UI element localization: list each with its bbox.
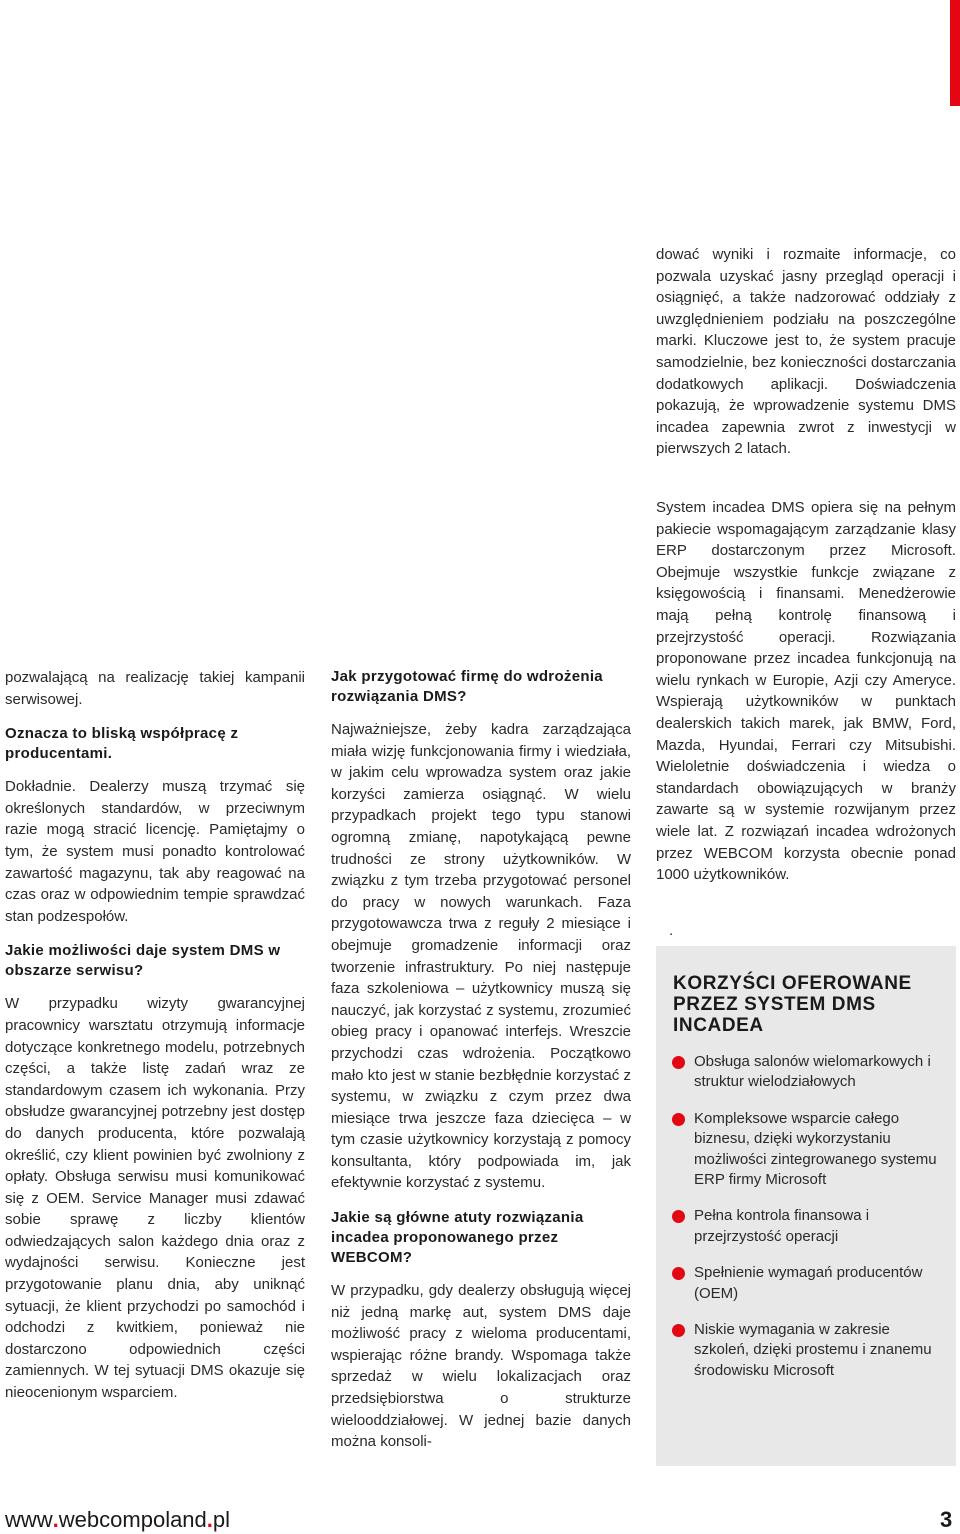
benefits-list bbox=[672, 1052, 942, 1397]
red-edge-bar bbox=[950, 0, 960, 106]
bullet-dot-icon bbox=[672, 1056, 685, 1069]
paragraph: Dokładnie. Dealerzy muszą trzymać się określonych standardów, w przeciwnym razie mogą stracić licencję. Pamiętajmy o tym, że system musi ponadto kontrolować zawartość magazynu, tak aby reagować na czas oraz w odpowiednim tempie sprawdzać stan podzespołów. bbox=[5, 778, 305, 925]
url-dot: . bbox=[52, 1507, 59, 1532]
paragraph: pozwalającą na realizację takiej kampanii serwisowej. bbox=[5, 669, 305, 708]
column-right-top bbox=[656, 244, 956, 460]
benefits-title: KORZYŚCI OFEROWANE PRZEZ SYSTEM DMS INCADEA bbox=[673, 973, 912, 1036]
list-item bbox=[672, 1206, 942, 1247]
column-middle bbox=[331, 667, 631, 1453]
list-item-text: Pełna kontrola finansowa i przejrzystość operacji bbox=[694, 1207, 870, 1245]
section-heading: Jakie możliwości daje system DMS w obszarze serwisu? bbox=[5, 942, 281, 980]
section-heading: Jakie są główne atuty rozwiązania incadea proponowanego przez WEBCOM? bbox=[331, 1209, 584, 1267]
paragraph: W przypadku, gdy dealerzy obsługują więcej niż jedną markę aut, system DMS daje możliwość pracy z wieloma producentami, wspierając różne brandy. Wspomaga także sprzedaż w wielu lokalizacjach oraz przedsiębiorstwa o strukturze wielooddziałowej. W jednej bazie danych można konsoli- bbox=[331, 1282, 631, 1451]
paragraph: dować wyniki i rozmaite informacje, co pozwala uzyskać jasny przegląd operacji i osiągnięć, a także nadzorować oddziały z uwzględnieniem podziału na poszczególne marki. Kluczowe jest to, że system pracuje samodzielnie, bez konieczności dostarczania dodatkowych aplikacji. Doświadczenia pokazują, że wprowadzenie systemu DMS incadea zapewnia zwrot z inwestycji w pierwszych 2 latach. bbox=[656, 246, 956, 458]
list-item bbox=[672, 1109, 942, 1191]
benefits-box bbox=[656, 946, 956, 1466]
bullet-dot-icon bbox=[672, 1210, 685, 1223]
column-left bbox=[5, 667, 305, 1404]
url-dot: . bbox=[206, 1507, 213, 1532]
url-part: www bbox=[5, 1507, 53, 1532]
list-item-text: Obsługa salonów wielomarkowych i struktur wielodziałowych bbox=[694, 1053, 931, 1091]
column-right-middle bbox=[656, 497, 956, 886]
section-heading: Jak przygotować firmę do wdrożenia rozwiązania DMS? bbox=[331, 668, 603, 705]
list-item bbox=[672, 1052, 942, 1093]
bullet-dot-icon bbox=[672, 1113, 685, 1126]
bullet-dot-icon bbox=[672, 1267, 685, 1280]
paragraph: W przypadku wizyty gwarancyjnej pracownicy warsztatu otrzymują informacje dotyczące konkretnego modelu, potrzebnych części, a także listę zadań wraz ze standardowym czasem ich wykonania. Przy obsłudze gwarancyjnej potrzebny jest dostęp do danych producenta, które pozwalają określić, czy klient powinien być zwolniony z opłaty. Obsługa serwisu musi komunikować się z OEM. Service Manager musi zdawać sobie sprawę z liczby klientów odwiedzających salon każdego dnia oraz z wydajności serwisu. Konieczne jest przygotowanie planu dnia, aby uniknąć sytuacji, że klient przychodzi po samochód i odchodzi z kwitkiem, ponieważ nie dostarczono odpowiednich części zamiennych. W tej sytuacji DMS okazuje się nieocenionym wsparciem. bbox=[5, 995, 305, 1402]
bullet-dot-icon bbox=[672, 1324, 685, 1337]
stray-dot: . bbox=[669, 922, 674, 939]
list-item bbox=[672, 1320, 942, 1381]
website-link[interactable] bbox=[5, 1506, 230, 1534]
list-item-text: Kompleksowe wsparcie całego biznesu, dzięki wykorzystaniu możliwości zintegrowanego systemu ERP firmy Microsoft bbox=[694, 1109, 937, 1189]
section-heading: Oznacza to bliską współpracę z producentami. bbox=[5, 725, 239, 763]
url-part: pl bbox=[212, 1507, 231, 1532]
paragraph: System incadea DMS opiera się na pełnym pakiecie wspomagającym zarządzanie klasy ERP dostarczonym przez Microsoft. Obejmuje wszystkie funkcje związane z księgowością i finansami. Menedżerowie mają pełną kontrolę finansową i przejrzystość operacji. Rozwiązania proponowane przez incadea funkcjonują na wielu rynkach w Europie, Azji czy Ameryce. Wspierają użytkowników w punktach dealerskich takich marek, jak BMW, Ford, Mazda, Hyundai, Ferrari czy Mitsubishi. Wieloletnie doświadczenia i wiedza o standardach obowiązujących w branży zawarte są w systemie rozwijanym przez wiele lat. Z rozwiązań incadea wdrożonych przez WEBCOM korzysta obecnie ponad 1000 użytkowników. bbox=[656, 499, 956, 884]
paragraph: Najważniejsze, żeby kadra zarządzająca miała wizję funkcjonowania firmy i wiedziała, w jakim celu wprowadza system oraz jakie korzyści zamierza osiągnąć. W wielu przypadkach projekt tego typu stanowi ogromną zmianę, napotykającą pewne trudności ze strony użytkowników. W związku z tym trzeba przygotować personel do pracy w nowych warunkach. Faza przygotowawcza trwa z reguły 2 miesiące i obejmuje gromadzenie informacji oraz tworzenie infrastruktury. Po niej następuje faza szkoleniowa – użytkownicy muszą się nauczyć, jak korzystać z systemu, zrozumieć obieg pracy i opanować interfejs. Wreszcie przychodzi czas wdrożenia. Początkowo mało kto jest w stanie bezbłędnie korzystać z systemu, w związku z czym przez dwa miesiące trwa jeszcze faza dziecięca – w tym czasie użytkownicy korzystają z pomocy konsultanta, który podpowiada im, jak efektywnie korzystać z systemu. bbox=[331, 721, 631, 1192]
list-item-text: Niskie wymagania w zakresie szkoleń, dzięki prostemu i znanemu środowisku Microsoft bbox=[694, 1321, 932, 1379]
list-item bbox=[672, 1263, 942, 1304]
list-item-text: Spełnienie wymagań producentów (OEM) bbox=[694, 1264, 923, 1302]
page-number: 3 bbox=[940, 1507, 953, 1532]
url-part: webcompoland bbox=[58, 1507, 207, 1532]
